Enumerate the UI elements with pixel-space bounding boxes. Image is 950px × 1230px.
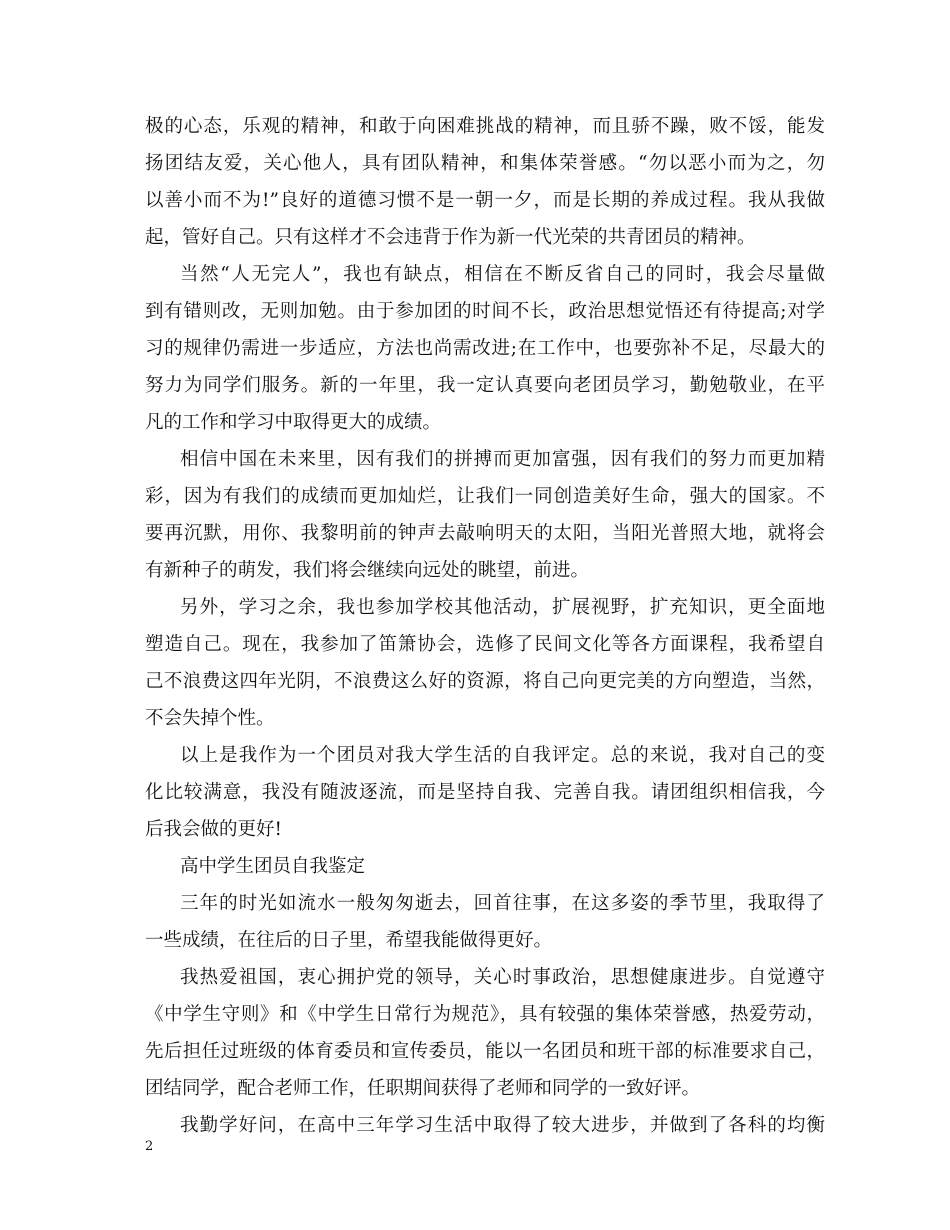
paragraph-first-line: 相信中国在未来里，因有我们的拼搏而更加富强，因有我们的努力而更加精 [180,449,825,470]
paragraph-first-line: 我勤学好问，在高中三年学习生活中取得了较大进步，并做到了各科的均衡 [180,1115,825,1136]
text-line: 有新种子的萌发，我们将会继续向远处的眺望，前进。 [145,560,590,581]
paragraph-first-line: 三年的时光如流水一般匆匆逝去，回首往事，在这多姿的季节里，我取得了 [180,893,825,914]
paragraph-first-line: 当然“人无完人”，我也有缺点，相信在不断反省自己的同时，我会尽量做 [180,264,825,285]
text-line: 凡的工作和学习中取得更大的成绩。 [145,412,442,433]
page-number: 2 [145,1139,154,1154]
paragraph-first-line: 我热爱祖国，衷心拥护党的领导，关心时事政治，思想健康进步。自觉遵守 [180,967,825,988]
text-line: 到有错则改，无则加勉。由于参加团的时间不长，政治思想觉悟还有待提高;对学 [145,301,825,322]
text-line: 己不浪费这四年光阴，不浪费这么好的资源，将自己向更完美的方向塑造，当然， [145,671,825,692]
text-line: 彩，因为有我们的成绩而更加灿烂，让我们一同创造美好生命，强大的国家。不 [145,486,825,507]
paragraph-first-line: 另外，学习之余，我也参加学校其他活动，扩展视野，扩充知识，更全面地 [180,597,825,618]
text-line: 要再沉默，用你、我黎明前的钟声去敲响明天的太阳，当阳光普照大地，就将会 [145,523,825,544]
text-line: 《中学生守则》和《中学生日常行为规范》，具有较强的集体荣誉感，热爱劳动， [145,1004,825,1025]
text-line: 化比较满意，我没有随波逐流，而是坚持自我、完善自我。请团组织相信我，今 [145,782,825,803]
text-line: 以善小而不为!”良好的道德习惯不是一朝一夕，而是长期的养成过程。我从我做 [145,190,825,211]
section-title: 高中学生团员自我鉴定 [180,856,366,877]
text-line: 塑造自己。现在，我参加了笛箫协会，选修了民间文化等各方面课程，我希望自 [145,634,825,655]
paragraph-first-line: 以上是我作为一个团员对我大学生活的自我评定。总的来说，我对自己的变 [180,745,825,766]
text-line: 先后担任过班级的体育委员和宣传委员，能以一名团员和班干部的标准要求自己， [145,1041,825,1062]
text-line: 起，管好自己。只有这样才不会违背于作为新一代光荣的共青团员的精神。 [145,227,756,248]
text-line: 极的心态，乐观的精神，和敢于向困难挑战的精神，而且骄不躁，败不馁，能发 [145,116,825,137]
text-line: 扬团结友爱，关心他人，具有团队精神，和集体荣誉感。“勿以恶小而为之，勿 [145,153,825,174]
text-line: 后我会做的更好! [145,819,282,840]
text-line: 努力为同学们服务。新的一年里，我一定认真要向老团员学习，勤勉敬业，在平 [145,375,825,396]
text-line: 习的规律仍需进一步适应，方法也尚需改进;在工作中，也要弥补不足，尽最大的 [145,338,825,359]
text-line: 一些成绩，在往后的日子里，希望我能做得更好。 [145,930,553,951]
text-line: 不会失掉个性。 [145,708,275,729]
text-line: 团结同学，配合老师工作，任职期间获得了老师和同学的一致好评。 [145,1078,701,1099]
